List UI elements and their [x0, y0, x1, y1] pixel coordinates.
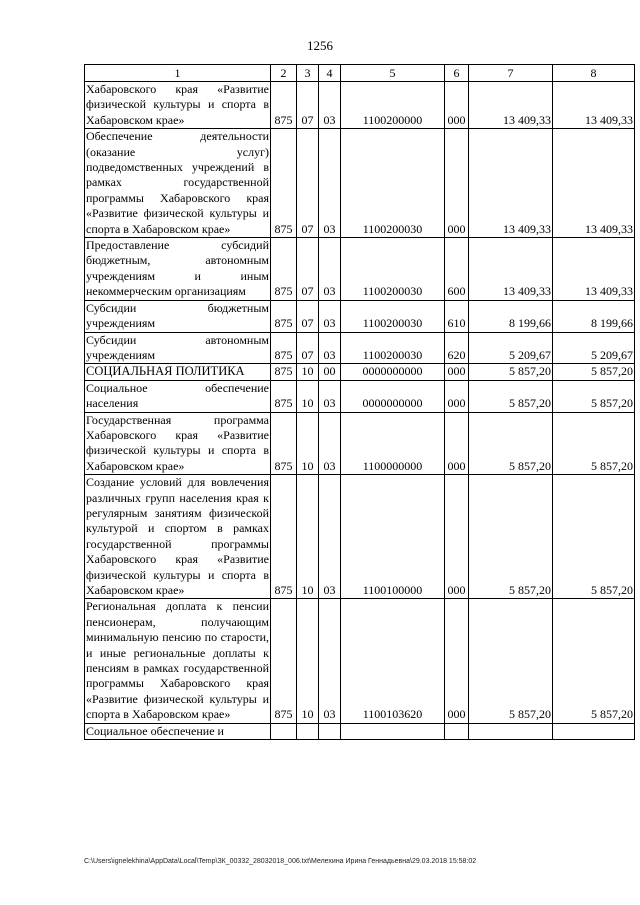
cell-admin-code: 875: [271, 129, 297, 238]
budget-table: [84, 64, 635, 740]
cell-section-code: 07: [297, 300, 319, 332]
header-col-3: 3: [297, 65, 319, 82]
cell-subsection-code: [319, 723, 341, 739]
cell-amount-total: 13 409,33: [553, 82, 635, 129]
cell-description: Хабаровского края «Развитие физической культуры и спорта в Хабаровском крае»: [86, 82, 269, 127]
cell-section-code: 07: [297, 82, 319, 129]
cell-expense-type-code: 000: [445, 380, 469, 412]
cell-expense-type-code: 600: [445, 238, 469, 301]
header-col-2: 2: [271, 65, 297, 82]
cell-expense-type-code: 610: [445, 300, 469, 332]
header-col-1: 1: [85, 65, 271, 82]
cell-subsection-code: 03: [319, 475, 341, 599]
cell-subsection-code: 03: [319, 300, 341, 332]
cell-target-article-code: 1100200000: [341, 82, 445, 129]
cell-expense-type-code: 000: [445, 475, 469, 599]
cell-expense-type-code: 000: [445, 129, 469, 238]
cell-description: Обеспечение деятельности (оказание услуг) подведомственных учреждений в рамках государственной программы Хабаровского края «Развитие физической культуры и спорта в Хабаровском крае»: [86, 129, 269, 236]
cell-target-article-code: 1100200030: [341, 300, 445, 332]
cell-subsection-code: 03: [319, 129, 341, 238]
cell-amount-total: 5 857,20: [553, 380, 635, 412]
cell-subsection-code: 03: [319, 380, 341, 412]
cell-section-code: 07: [297, 129, 319, 238]
cell-admin-code: 875: [271, 82, 297, 129]
cell-admin-code: 875: [271, 599, 297, 723]
page-number: 1256: [307, 38, 333, 53]
cell-section-code: 07: [297, 332, 319, 364]
cell-description: Социальное обеспечение населения: [86, 380, 269, 411]
cell-admin-code: 875: [271, 238, 297, 301]
table-row: [85, 364, 635, 380]
cell-amount-2018: 5 209,67: [469, 332, 553, 364]
cell-target-article-code: 0000000000: [341, 380, 445, 412]
cell-admin-code: [271, 723, 297, 739]
cell-section-code: 10: [297, 599, 319, 723]
cell-amount-2018: 5 857,20: [469, 475, 553, 599]
header-col-5: 5: [341, 65, 445, 82]
cell-expense-type-code: 620: [445, 332, 469, 364]
cell-target-article-code: 0000000000: [341, 364, 445, 380]
cell-subsection-code: 03: [319, 599, 341, 723]
cell-subsection-code: 03: [319, 332, 341, 364]
cell-description: Региональная доплата к пенсии пенсионерам, получающим минимальную пенсию по старости, и иные региональные доплаты к пенсиям в рамках государственной программы Хабаровского края «Развитие физической культуры и спорта в Хабаровском крае»: [86, 599, 269, 722]
cell-admin-code: 875: [271, 380, 297, 412]
table-row: [85, 129, 635, 238]
cell-amount-total: 5 857,20: [553, 475, 635, 599]
table-row: [85, 475, 635, 599]
table-row: [85, 82, 635, 129]
cell-amount-2018: 5 857,20: [469, 599, 553, 723]
cell-expense-type-code: 000: [445, 82, 469, 129]
cell-subsection-code: 03: [319, 412, 341, 475]
footer-file-path: C:\Users\ignelekhina\AppData\Local\Temp\ЗК_00332_28032018_006.txt\Мелехина Ирина Геннадьевна\29.03.2018 15:58:02: [84, 858, 477, 865]
cell-amount-2018: 5 857,20: [469, 412, 553, 475]
cell-amount-total: [553, 723, 635, 739]
cell-admin-code: 875: [271, 475, 297, 599]
cell-target-article-code: 1100200030: [341, 332, 445, 364]
table-row: [85, 238, 635, 301]
cell-description: СОЦИАЛЬНАЯ ПОЛИТИКА: [85, 364, 271, 380]
cell-expense-type-code: [445, 723, 469, 739]
cell-amount-total: 13 409,33: [553, 129, 635, 238]
header-col-8: 8: [553, 65, 635, 82]
cell-description: Государственная программа Хабаровского края «Развитие физической культуры и спорта в Хабаровском крае»: [86, 412, 269, 473]
cell-amount-2018: 13 409,33: [469, 129, 553, 238]
cell-amount-2018: 13 409,33: [469, 82, 553, 129]
cell-admin-code: 875: [271, 364, 297, 380]
cell-amount-2018: 8 199,66: [469, 300, 553, 332]
cell-description: Субсидии бюджетным учреждениям: [86, 300, 269, 331]
cell-amount-2018: 13 409,33: [469, 238, 553, 301]
table-row: [85, 380, 635, 412]
table-row: [85, 723, 635, 739]
cell-description: Субсидии автономным учреждениям: [86, 332, 269, 362]
table-header-row: [85, 65, 635, 82]
cell-section-code: 10: [297, 364, 319, 380]
cell-target-article-code: 1100103620: [341, 599, 445, 723]
cell-section-code: [297, 723, 319, 739]
cell-section-code: 07: [297, 238, 319, 301]
cell-amount-total: 5 209,67: [553, 332, 635, 364]
cell-description: Социальное обеспечение и: [85, 723, 271, 739]
header-col-4: 4: [319, 65, 341, 82]
cell-amount-2018: 5 857,20: [469, 364, 553, 380]
cell-target-article-code: 1100000000: [341, 412, 445, 475]
cell-subsection-code: 03: [319, 82, 341, 129]
cell-admin-code: 875: [271, 412, 297, 475]
cell-amount-2018: 5 857,20: [469, 380, 553, 412]
cell-expense-type-code: 000: [445, 412, 469, 475]
cell-amount-total: 5 857,20: [553, 412, 635, 475]
table-row: [85, 300, 635, 332]
table-row: [85, 332, 635, 364]
cell-expense-type-code: 000: [445, 364, 469, 380]
cell-subsection-code: 00: [319, 364, 341, 380]
cell-target-article-code: 1100200030: [341, 129, 445, 238]
cell-amount-total: 13 409,33: [553, 238, 635, 301]
cell-admin-code: 875: [271, 332, 297, 364]
cell-target-article-code: 1100100000: [341, 475, 445, 599]
cell-description: Создание условий для вовлечения различных групп населения края к регулярным занятиям физической культурой и спортом в рамках государственной программы Хабаровского края «Развитие физической культуры и спорта в Хабаровском крае»: [86, 475, 269, 597]
cell-section-code: 10: [297, 475, 319, 599]
header-col-7: 7: [469, 65, 553, 82]
cell-section-code: 10: [297, 380, 319, 412]
cell-subsection-code: 03: [319, 238, 341, 301]
header-col-6: 6: [445, 65, 469, 82]
cell-amount-2018: [469, 723, 553, 739]
cell-target-article-code: 1100200030: [341, 238, 445, 301]
cell-amount-total: 8 199,66: [553, 300, 635, 332]
cell-description: Предоставление субсидий бюджетным, автономным учреждениям и иным некоммерческим организациям: [86, 238, 269, 299]
table-row: [85, 412, 635, 475]
cell-admin-code: 875: [271, 300, 297, 332]
cell-amount-total: 5 857,20: [553, 364, 635, 380]
cell-target-article-code: [341, 723, 445, 739]
table-row: [85, 599, 635, 723]
cell-expense-type-code: 000: [445, 599, 469, 723]
cell-section-code: 10: [297, 412, 319, 475]
cell-amount-total: 5 857,20: [553, 599, 635, 723]
